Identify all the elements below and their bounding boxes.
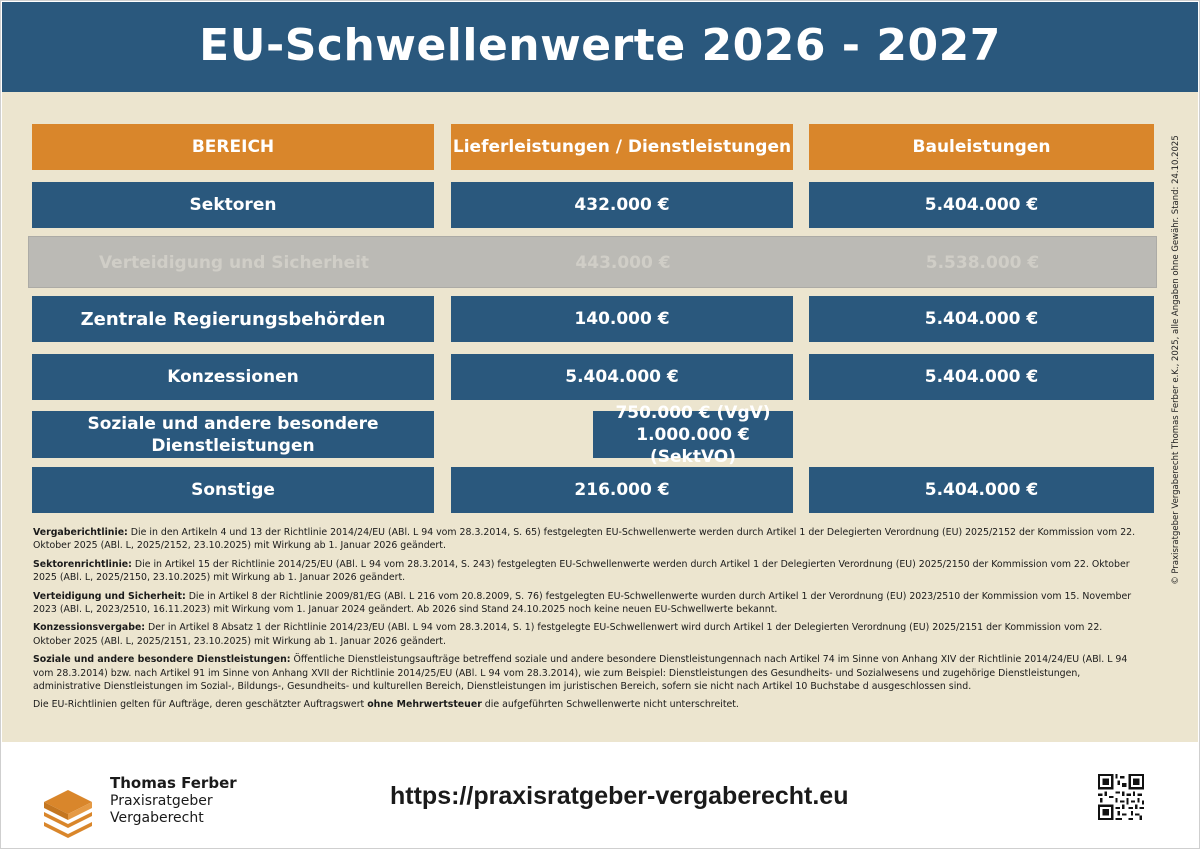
row-soziale-bereich-line2: Dienstleistungen xyxy=(151,435,315,456)
note-text: die aufgeführten Schwellenwerte nicht unterschreitet. xyxy=(481,699,739,711)
footer xyxy=(2,742,1198,847)
row-verteidigung-overlay xyxy=(28,236,1157,288)
row-zentrale-bau: 5.404.000 € xyxy=(809,296,1154,342)
row-soziale-bereich xyxy=(32,411,434,458)
note-label: Verteidigung und Sicherheit: xyxy=(33,590,186,602)
header-liefer: Lieferleistungen / Dienstleistungen xyxy=(451,124,793,170)
row-konzessionen-bereich: Konzessionen xyxy=(32,354,434,400)
note-soziale xyxy=(33,653,1143,693)
header-bau: Bauleistungen xyxy=(809,124,1154,170)
note-label: Soziale und andere besondere Dienstleistungen: xyxy=(33,654,291,666)
note-label: Sektorenrichtlinie: xyxy=(33,558,132,570)
note-emphasis: ohne Mehrwertsteuer xyxy=(367,699,482,711)
row-sektoren-bereich: Sektoren xyxy=(32,182,434,228)
row-zentrale-liefer: 140.000 € xyxy=(451,296,793,342)
note-sektorenrichtlinie xyxy=(33,558,1143,585)
note-text: Die in den Artikeln 4 und 13 der Richtlinie 2014/24/EU (ABl. L 94 vom 28.3.2014, S. 65) festgelegten EU-Schwellenwerte werden durch Artikel 1 der Delegierten Verordnung (EU) 2025/2152 der Kommission vom 22. Oktober 2025 (ABl. L, 2025/2152, 23.10.2025) mit Wirkung ab 1. Januar 2026 geändert. xyxy=(33,527,1136,552)
note-text: Die EU-Richtlinien gelten für Aufträge, deren geschätzter Auftragswert xyxy=(33,699,368,711)
copyright-text: © Praxisratgeber Vergaberecht Thomas Ferber e.K., 2025, alle Angaben ohne Gewähr. Stand: 24.10.2025 xyxy=(1171,135,1181,585)
row-sonstige-bau: 5.404.000 € xyxy=(809,467,1154,513)
copyright-side-note xyxy=(1166,110,1186,610)
note-text: Die in Artikel 15 der Richtlinie 2014/25/EU (ABl. L 94 vom 28.3.2014, S. 243) festgelegten EU-Schwellenwerte werden durch Artikel 1 der Delegierten Verordnung (EU) 2025/2150 der Kommission vom 22. Oktober 2025 (ABl. L, 2025/2150, 23.10.2025) mit Wirkung ab 1. Januar 2026 geändert. xyxy=(33,558,1130,584)
row-soziale-liefer-line1: 750.000 € (VgV) xyxy=(615,402,771,423)
row-verteidigung-bereich: Verteidigung und Sicherheit xyxy=(98,253,370,273)
logo-name: Thomas Ferber xyxy=(110,774,237,792)
note-text: Die in Artikel 8 der Richtlinie 2009/81/EG (ABl. L 216 vom 20.8.2009, S. 76) festgelegten EU-Schwellenwerte wurden durch Artikel 1 der Verordnung (EU) 2023/2510 der Kommission vom 15. November 2023 (ABl. L, 2023/2510, 16.11.2023) mit Wirkung vom 1. Januar 2024 geändert. Ab 2026 sind Stand 24.10.2025 noch keine neuen EU-Schwellwerte bekannt. xyxy=(33,590,1132,616)
row-verteidigung-bau: 5.538.000 € xyxy=(925,253,1040,273)
note-verteidigung xyxy=(33,590,1143,617)
note-konzessionsvergabe xyxy=(33,621,1143,648)
note-vergaberichtlinie xyxy=(33,526,1143,553)
row-sektoren-liefer: 432.000 € xyxy=(451,182,793,228)
note-label: Konzessionsvergabe: xyxy=(33,622,146,634)
logo-subtitle xyxy=(110,793,213,827)
note-mehrwertsteuer xyxy=(33,698,1143,711)
note-text: Der in Artikel 8 Absatz 1 der Richtlinie 2014/23/EU (ABl. L 94 vom 28.3.2014, S. 1) festgelegte EU-Schwellenwert wird durch Artikel 1 der Delegierten Verordnung (EU) 2025/2151 der Kommission vom 22. Oktober 2025 (ABl. L, 2025/2151, 23.10.2025) mit Wirkung ab 1. Januar 2026 geändert. xyxy=(33,622,1103,647)
row-sonstige-bereich: Sonstige xyxy=(32,467,434,513)
logo-sub-line1: Praxisratgeber xyxy=(110,793,213,809)
row-soziale-liefer xyxy=(593,402,793,467)
qr-code-icon[interactable] xyxy=(1098,774,1144,820)
header-banner xyxy=(2,2,1198,92)
row-zentrale-bereich: Zentrale Regierungsbehörden xyxy=(32,296,434,342)
logo-sub-line2: Vergaberecht xyxy=(110,810,204,826)
website-url[interactable]: https://praxisratgeber-vergaberecht.eu xyxy=(390,782,849,810)
header-bereich: BEREICH xyxy=(32,124,434,170)
row-soziale-liefer-line2: 1.000.000 € (SektVO) xyxy=(636,424,750,467)
row-konzessionen-liefer: 5.404.000 € xyxy=(451,354,793,400)
footnotes xyxy=(33,526,1143,717)
row-sektoren-bau: 5.404.000 € xyxy=(809,182,1154,228)
row-soziale-bereich-line1: Soziale und andere besondere xyxy=(87,413,379,434)
book-stack-icon xyxy=(38,780,96,838)
row-sonstige-liefer: 216.000 € xyxy=(451,467,793,513)
row-konzessionen-bau: 5.404.000 € xyxy=(809,354,1154,400)
page-title: EU-Schwellenwerte 2026 - 2027 xyxy=(199,20,1001,71)
note-label: Vergaberichtlinie: xyxy=(33,527,128,538)
row-verteidigung-liefer: 443.000 € xyxy=(575,253,671,273)
note-text: Öffentliche Dienstleistungsaufträge betreffend soziale und andere besondere Dienstleistungennach nach Artikel 74 im Sinne von Anhang XIV der Richtlinie 2014/24/EU (ABl. L 94 vom 28.3.2014) bzw. nach Artikel 91 im Sinne von Anhang XVII der Richtlinie 2014/25/EU (ABl. L 94 vom 28.3.2014), wie zum Beispiel: Dienstleistungen des Gesundheits- und Sozialwesens und zugehörige Dienstleistungen, administrative Dienstleistungen im Sozial-, Bildungs-, Gesundheits- und kulturellen Bereich, Dienstleistungen im juristischen Bereich, sofern sie nicht nach Artikel 10 Buchstabe d ausgeschlossen sind. xyxy=(33,654,1128,693)
